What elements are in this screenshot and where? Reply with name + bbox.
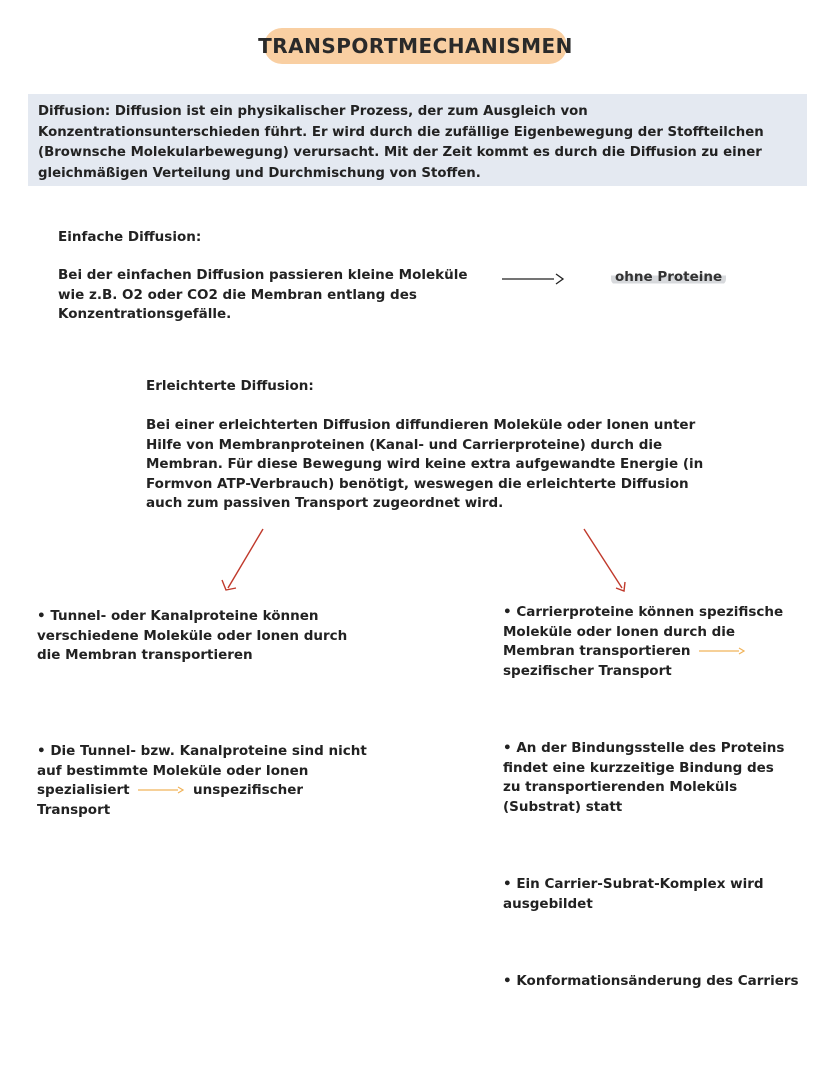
carrierproteine-point-1 [503,603,793,681]
erleichterte-diffusion-heading: Erleichterte Diffusion: [146,378,314,394]
unspezifischer-transport-label: unspezifischer Transport [37,782,304,818]
red-arrow-left-icon [218,526,270,596]
carrierproteine-point-2: • An der Bindungsstelle des Proteins findet eine kurzzeitige Bindung des zu transportierenden Moleküls (Substrat) statt [503,740,785,815]
carrierproteine-point-1-text: • Carrierproteine können spezifische Moleküle oder Ionen durch die Membran transportieren [503,604,784,659]
spezifischer-transport-label: spezifischer Transport [503,662,672,679]
red-arrow-right-icon [578,526,634,596]
black-arrow-icon [502,273,564,285]
carrierproteine-point-4: • Konformationsänderung des Carriers [503,973,799,989]
diffusion-definition-text: Diffusion: Diffusion ist ein physikalischer Prozess, der zum Ausgleich von Konzentrationsunterschieden führt. Er wird durch die zufällige Eigenbewegung der Stoffteilchen (Brownsche Molekularbewegung) verursacht. Mit der Zeit kommt es durch die Diffusion zu einer gleichmäßigen Verteilung und Durchmischung von Stoffen. [38,104,764,181]
einfache-diffusion-heading: Einfache Diffusion: [58,229,202,245]
kanalproteine-point-2-text: • Die Tunnel- bzw. Kanalproteine sind nicht auf bestimmte Moleküle oder Ionen spezialisiert [37,743,367,798]
orange-arrow-icon [138,786,184,794]
erleichterte-diffusion-text: Bei einer erleichterten Diffusion diffundieren Moleküle oder Ionen unter Hilfe von Membranproteinen (Kanal- und Carrierproteine) durch die Membran. Für diese Bewegung wird keine extra aufgewandte Energie (in Formvon ATP-Verbrauch) benötigt, weswegen die erleichterte Diffusion auch zum passiven Transport zugeordnet wird. [146,417,704,511]
kanalproteine-point-1: • Tunnel- oder Kanalproteine können verschiedene Moleküle oder Ionen durch die Membran transportieren [37,608,348,663]
orange-arrow-icon [699,647,745,655]
diffusion-definition-box [28,94,807,186]
einfache-diffusion-text: Bei der einfachen Diffusion passieren kleine Moleküle wie z.B. O2 oder CO2 die Membran entlang des Konzentrationsgefälle. [58,267,468,322]
page-title: TRANSPORTMECHANISMEN [264,28,567,64]
carrierproteine-point-3: • Ein Carrier-Subrat-Komplex wird ausgebildet [503,876,764,912]
kanalproteine-point-2 [37,742,367,820]
ohne-proteine-label: ohne Proteine [611,269,726,285]
